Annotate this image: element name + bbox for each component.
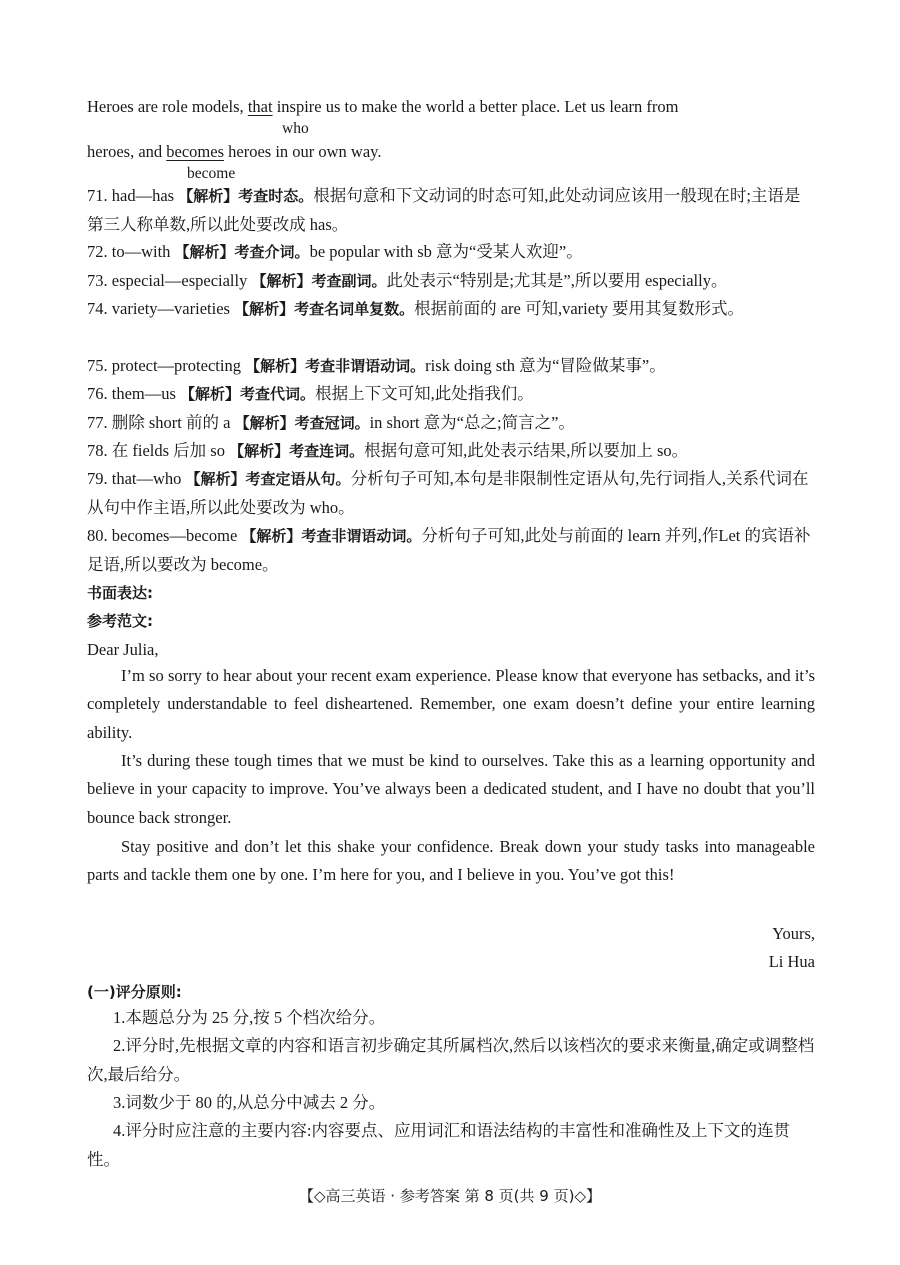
passage-line-2	[87, 141, 381, 163]
passage-line-1	[87, 96, 679, 118]
scoring-item: 1.本题总分为 25 分,按 5 个档次给分。	[113, 1008, 386, 1027]
passage-text: Heroes are role models,	[87, 97, 248, 116]
scoring-heading: (一)评分原则:	[87, 983, 182, 1001]
correction-word: who	[282, 120, 309, 137]
error-word: that	[247, 97, 273, 116]
correction-word: become	[187, 165, 236, 182]
letter-paragraph: It’s during these tough times that we must be kind to ourselves. Take this as a learning opportunity and believe in your capacity to improve. You’ve always been a dedicated student, and I have no doubt that you’ll bounce back stronger.	[87, 751, 815, 827]
answer-item: 80. becomes—become 【解析】考查非谓语动词。分析句子可知,此处与前面的 learn 并列,作Let 的宾语补足语,所以要改为 become。	[87, 526, 811, 574]
answer-item: 71. had—has 【解析】考查时态。根据句意和下文动词的时态可知,此处动词应该用一般现在时;主语是第三人称单数,所以此处要改成 has。	[87, 186, 801, 234]
scoring-item: 2.评分时,先根据文章的内容和语言初步确定其所属档次,然后以该档次的要求来衡量,确定或调整档次,最后给分。	[87, 1036, 815, 1084]
writing-heading: 书面表达:	[87, 584, 153, 602]
passage-text: inspire us to make the world a better place. Let us learn from	[272, 97, 679, 116]
page-footer: 【◇高三英语 · 参考答案 第 8 页(共 9 页)◇】	[298, 1187, 601, 1205]
letter-greeting: Dear Julia,	[87, 640, 159, 659]
passage-text: heroes in our own way.	[224, 142, 382, 161]
letter-signature: Li Hua	[768, 952, 815, 971]
answer-item: 76. them—us 【解析】考查代词。根据上下文可知,此处指我们。	[87, 384, 534, 403]
answer-item: 75. protect—protecting 【解析】考查非谓语动词。risk doing sth 意为“冒险做某事”。	[87, 356, 666, 375]
scoring-item: 3.词数少于 80 的,从总分中减去 2 分。	[113, 1093, 386, 1112]
letter-paragraph: Stay positive and don’t let this shake your confidence. Break down your study tasks into manageable parts and tackle them one by one. I’m here for you, and I believe in you. You’ve got this!	[87, 837, 815, 885]
scoring-item: 4.评分时应注意的主要内容:内容要点、应用词汇和语法结构的丰富性和准确性及上下文的连贯性。	[87, 1121, 790, 1169]
letter-paragraph: I’m so sorry to hear about your recent exam experience. Please know that everyone has setbacks, and it’s completely understandable to feel disheartened. Remember, one exam doesn’t define your entire learning ability.	[87, 666, 815, 742]
answer-item: 72. to—with 【解析】考查介词。be popular with sb 意为“受某人欢迎”。	[87, 242, 583, 261]
answer-item: 79. that—who 【解析】考查定语从句。分析句子可知,本句是非限制性定语从句,先行词指人,关系代词在从句中作主语,所以此处要改为 who。	[87, 469, 809, 517]
model-essay-heading: 参考范文:	[87, 612, 153, 630]
letter-closing: Yours,	[772, 924, 815, 943]
answer-item: 74. variety—varieties 【解析】考查名词单复数。根据前面的 are 可知,variety 要用其复数形式。	[87, 299, 745, 318]
passage-text: heroes, and	[87, 142, 167, 161]
answer-item: 78. 在 fields 后加 so 【解析】考查连词。根据句意可知,此处表示结果,所以要加上 so。	[87, 441, 689, 460]
error-word: becomes	[166, 142, 224, 161]
answer-item: 77. 删除 short 前的 a 【解析】考查冠词。in short 意为“总之;简言之”。	[87, 413, 575, 432]
answer-item: 73. especial—especially 【解析】考查副词。此处表示“特别是;尤其是”,所以要用 especially。	[87, 271, 728, 290]
